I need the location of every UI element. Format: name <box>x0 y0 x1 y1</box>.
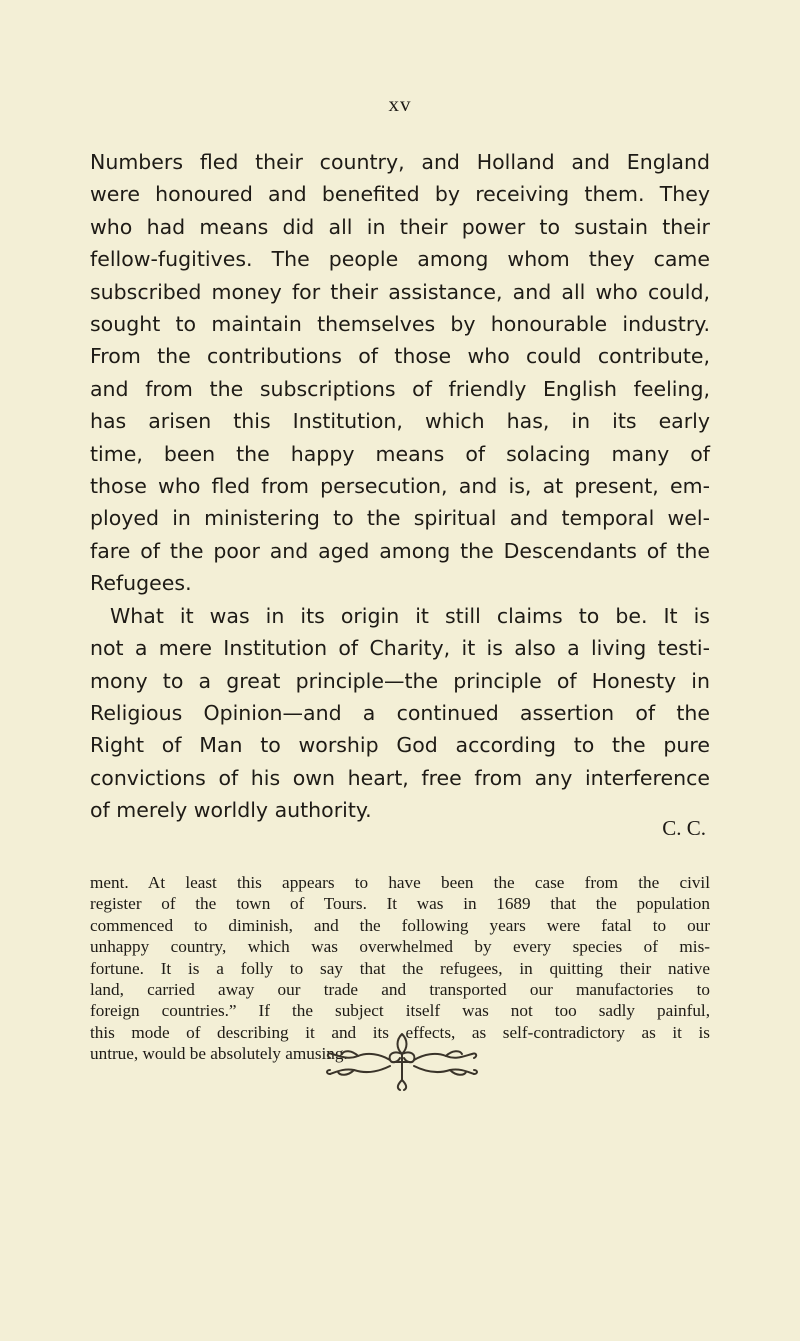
text-line: convictions of his own heart, free from any interference <box>90 765 710 790</box>
page-number: xv <box>388 92 412 116</box>
text-line: Refugees. <box>90 571 192 596</box>
text-line: mony to a great principle—the principle of Honesty in <box>90 668 710 693</box>
text-line: of merely worldly authority. <box>90 798 372 823</box>
text-line: time, been the happy means of solacing many of <box>90 441 710 466</box>
text-line: not a mere Institution of Charity, it is also a living testi- <box>90 636 710 661</box>
text-line: fare of the poor and aged among the Descendants of the <box>90 538 710 563</box>
text-line: From the contributions of those who could contribute, <box>90 344 710 369</box>
text-line: Religious Opinion—and a continued assertion of the <box>90 700 710 725</box>
footnote-line: this mode of describing it and its effects, as self-contradictory as it is <box>90 1022 710 1042</box>
text-line: fellow-fugitives. The people among whom they came <box>90 247 710 272</box>
text-line: ployed in ministering to the spiritual and temporal wel- <box>90 506 710 531</box>
footnote-line: untrue, would be absolutely amusing. <box>90 1044 348 1064</box>
text-line: were honoured and benefited by receiving them. They <box>90 182 710 207</box>
footnote-line: ment. At least this appears to have been the case from the civil <box>90 873 710 892</box>
text-line: sought to maintain themselves by honourable industry. <box>90 312 710 337</box>
footnote-line: fortune. It is a folly to say that the refugees, in quitting their native <box>90 958 710 978</box>
footnote-line: unhappy country, which was overwhelmed by every species of mis- <box>90 937 710 957</box>
text-line: subscribed money for their assistance, and all who could, <box>90 279 710 304</box>
signature-initials: C. C. <box>662 816 706 840</box>
text-line: has arisen this Institution, which has, in its early <box>90 409 710 434</box>
fleur-de-lis-ornament-icon <box>318 1028 486 1094</box>
text-line: and from the subscriptions of friendly English feeling, <box>90 376 710 401</box>
footnote-line: commenced to diminish, and the following years were fatal to our <box>90 915 710 935</box>
main-text <box>90 146 710 827</box>
text-line: who had means did all in their power to sustain their <box>90 214 710 239</box>
footnote-line: register of the town of Tours. It was in 1689 that the population <box>90 894 710 914</box>
text-line: Numbers fled their country, and Holland and England <box>90 150 710 174</box>
signature <box>90 816 710 841</box>
footnote-line: foreign countries.” If the subject itself was not too sadly painful, <box>90 1001 710 1021</box>
text-line: those who fled from persecution, and is, at present, em- <box>90 474 710 499</box>
footnote-line: land, carried away our trade and transported our manufactories to <box>90 980 710 1000</box>
text-line: What it was in its origin it still claims to be. It is <box>110 603 710 628</box>
text-line: Right of Man to worship God according to the pure <box>90 733 710 758</box>
